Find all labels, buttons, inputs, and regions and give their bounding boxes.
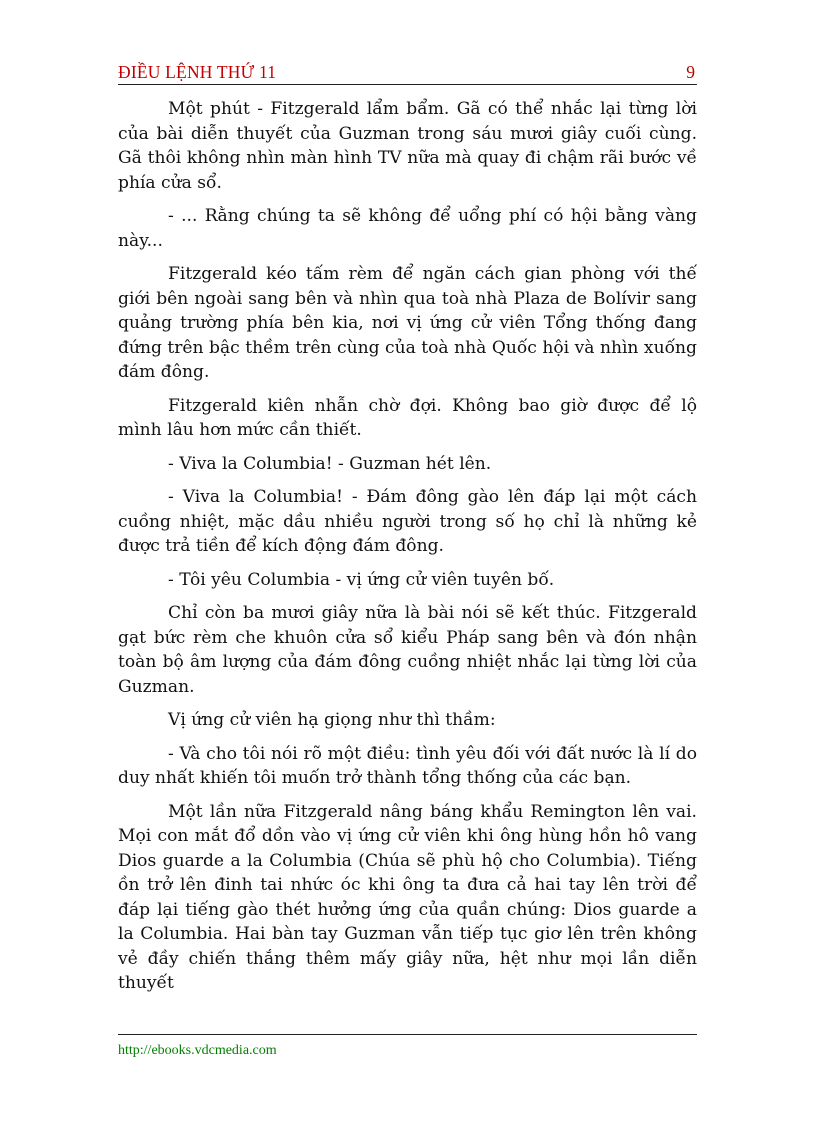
paragraph: - Viva la Columbia! - Đám đông gào lên đáp lại một cách cuồng nhiệt, mặc dầu nhiều người trong số họ chỉ là những kẻ được trả tiền để kích động đám đông. [118,487,697,556]
paragraph: - Tôi yêu Columbia - vị ứng cử viên tuyên bố. [168,569,555,590]
paragraph: Chỉ còn ba mươi giây nữa là bài nói sẽ kết thúc. Fitzgerald gạt bức rèm che khuôn cửa sổ kiểu Pháp sang bên và đón nhận toàn bộ âm lượng của đám đông cuồng nhiệt nhắc lại từng lời của Guzman. [118,603,697,697]
page-number: 9 [686,62,695,82]
paragraph: - Và cho tôi nói rõ một điều: tình yêu đối với đất nước là lí do duy nhất khiến tôi muốn trở thành tổng thống của các bạn. [118,743,697,788]
paragraph: Vị ứng cử viên hạ giọng như thì thầm: [168,710,496,730]
paragraph: - Viva la Columbia! - Guzman hét lên. [168,453,492,474]
paragraph: - ... Rằng chúng ta sẽ không để uổng phí có hội bằng vàng này... [118,206,697,251]
page-body [118,97,697,1005]
paragraph: Một lần nữa Fitzgerald nâng báng khẩu Remington lên vai. Mọi con mắt đổ dồn vào vị ứng cử viên khi ông hùng hồn hô vang Dios guarde a la Columbia (Chúa sẽ phù hộ cho Columbia). Tiếng ồn trở lên đinh tai nhức óc khi ông ta đưa cả hai tay lên trời để đáp lại tiếng gào thét hưởng ứng của quần chúng: Dios guarde a la Columbia. Hai bàn tay Guzman vẫn tiếp tục giơ lên trên không vẻ đầy chiến thắng thêm mấy giây nữa, hệt như mọi lần diễn thuyết [118,801,697,993]
footer-divider [118,1034,697,1035]
paragraph: Fitzgerald kiên nhẫn chờ đợi. Không bao giờ được để lộ mình lâu hơn mức cần thiết. [118,395,697,440]
page-header [118,62,697,85]
book-title: ĐIỀU LỆNH THỨ 11 [118,62,277,82]
paragraph: Fitzgerald kéo tấm rèm để ngăn cách gian phòng với thế giới bên ngoài sang bên và nhìn qua toà nhà Plaza de Bolívir sang quảng trường phía bên kia, nơi vị ứng cử viên Tổng thống đang đứng trên bậc thềm trên cùng của toà nhà Quốc hội và nhìn xuống đám đông. [118,264,697,382]
footer-link[interactable]: http://ebooks.vdcmedia.com [118,1043,277,1058]
paragraph: Một phút - Fitzgerald lẩm bẩm. Gã có thể nhắc lại từng lời của bài diễn thuyết của Guzman trong sáu mươi giây cuối cùng. Gã thôi không nhìn màn hình TV nữa mà quay đi chậm rãi bước về phía cửa sổ. [118,99,697,193]
